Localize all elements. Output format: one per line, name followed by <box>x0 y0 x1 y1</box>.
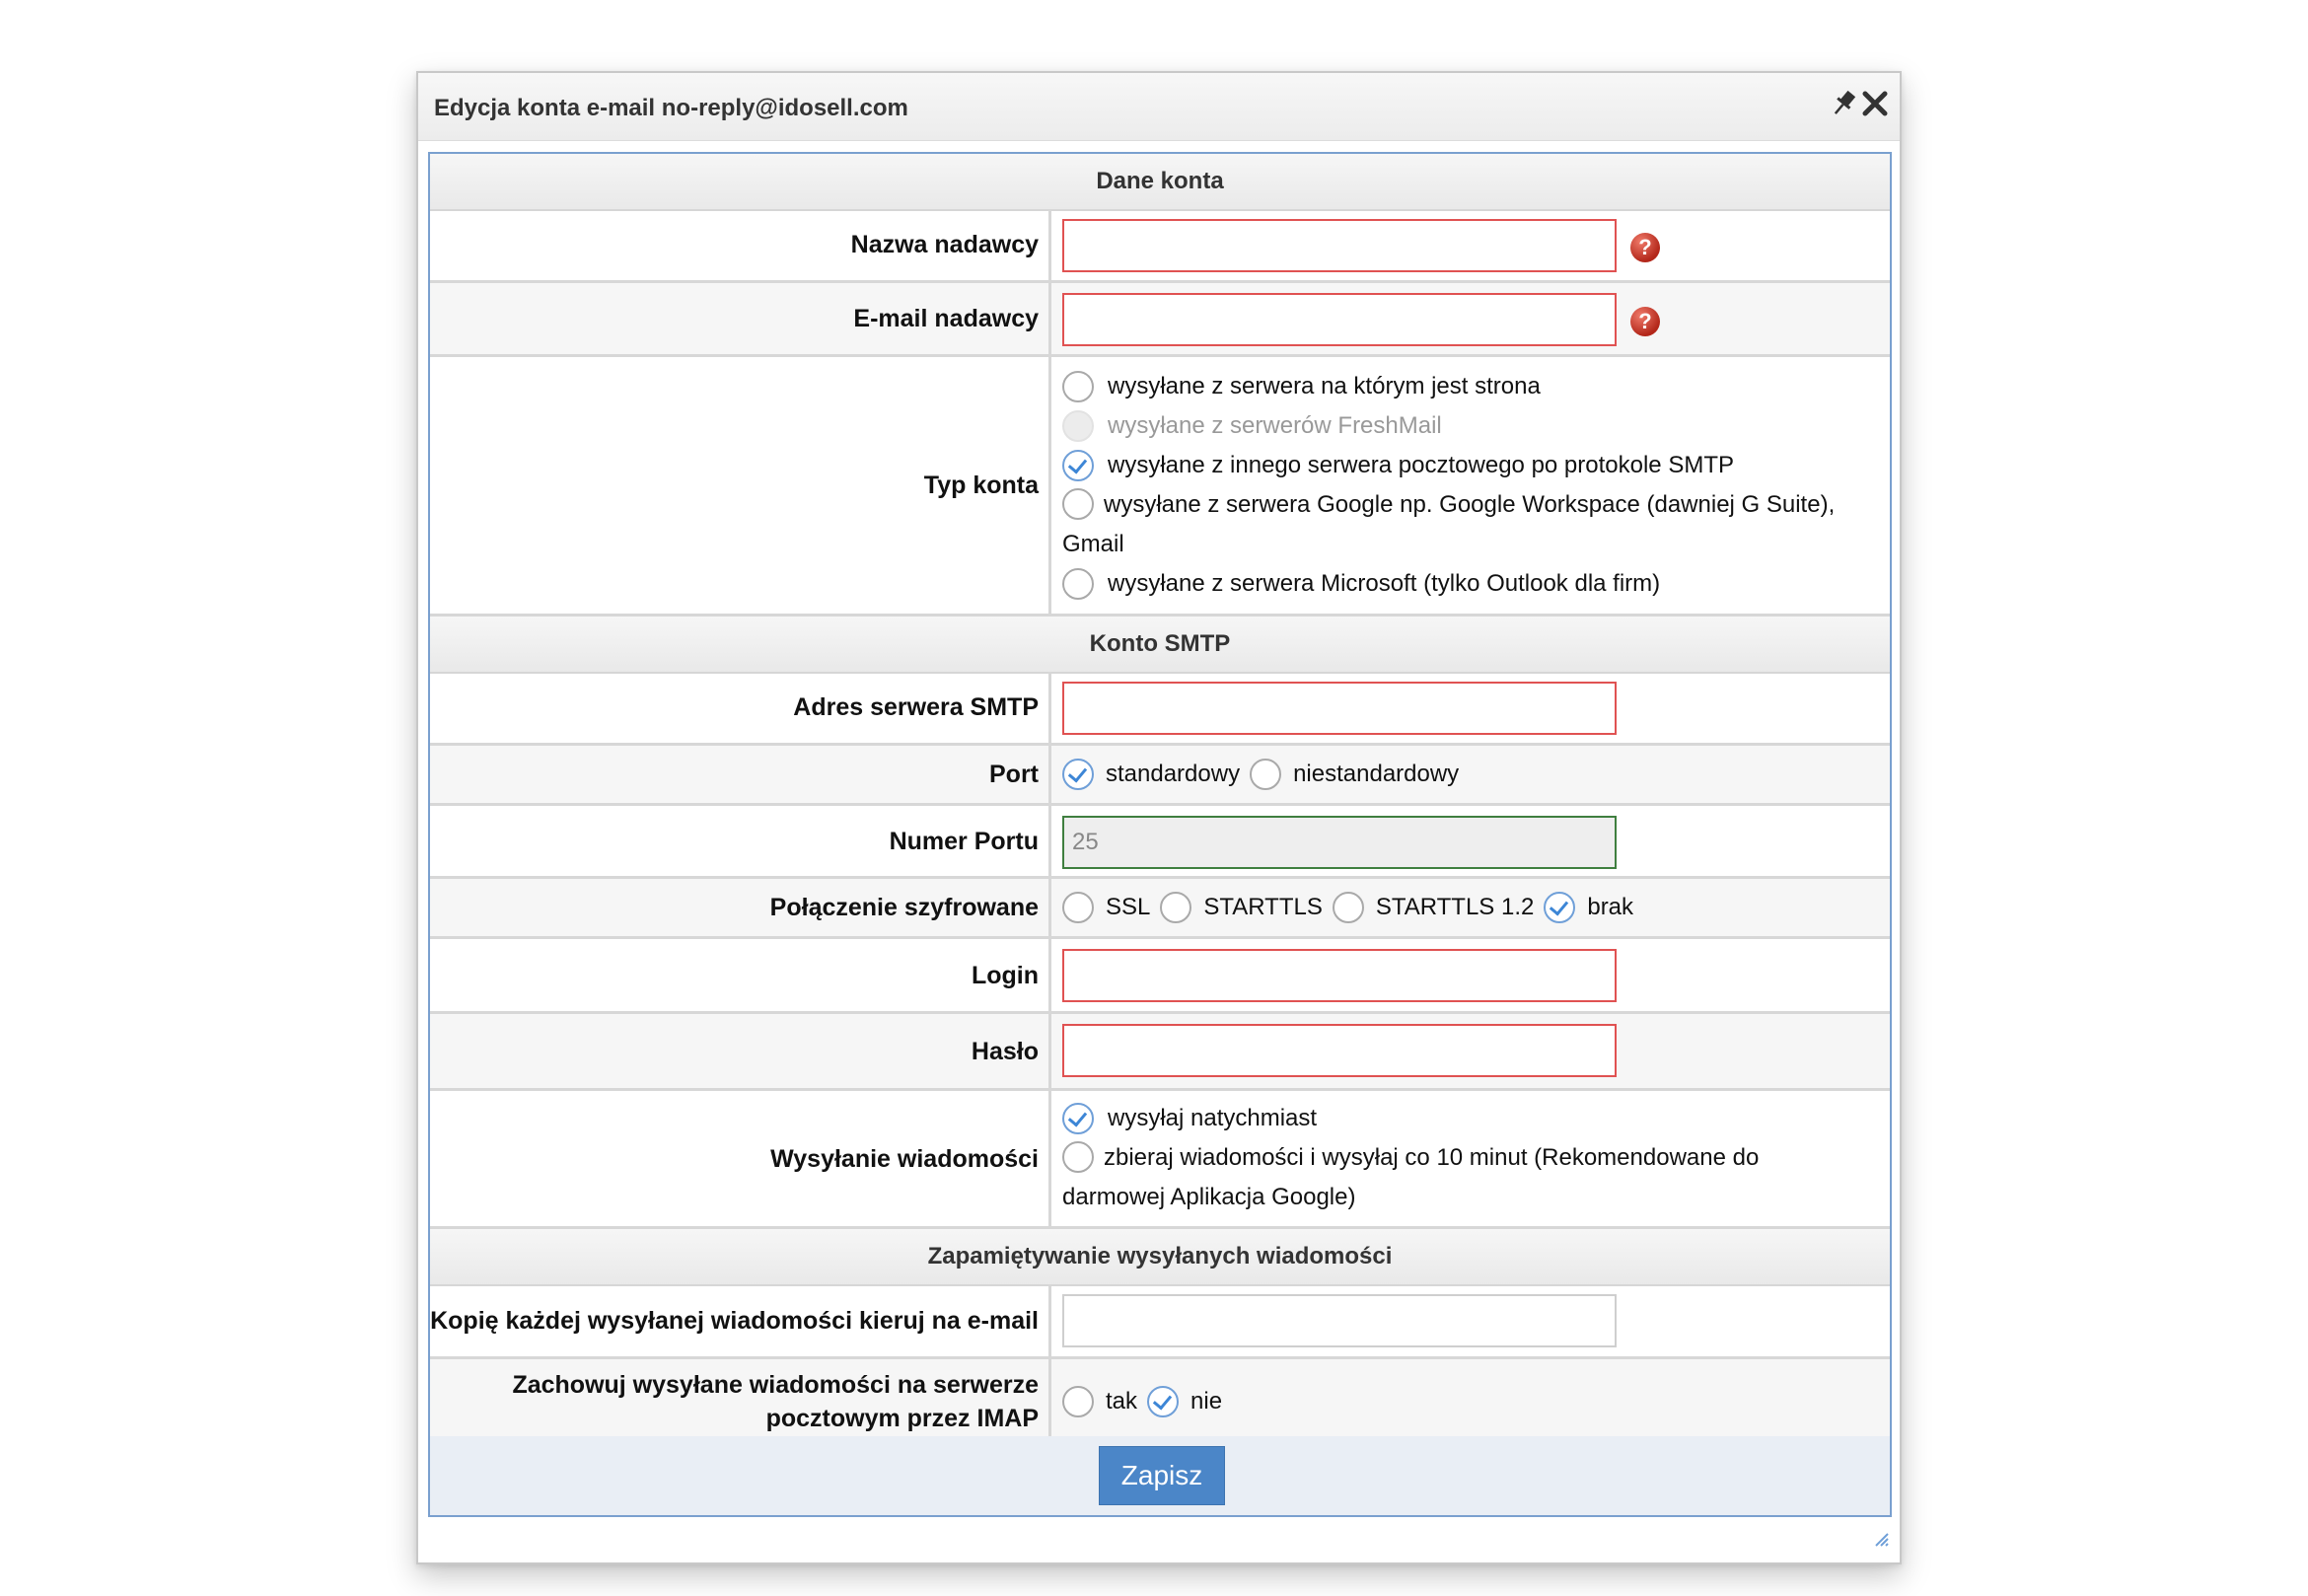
resize-grip-icon[interactable] <box>1872 1530 1890 1553</box>
smtp-server-label: Adres serwera SMTP <box>430 672 1051 743</box>
encryption-radio-starttls12[interactable] <box>1333 892 1364 923</box>
login-label: Login <box>430 939 1051 1011</box>
row-encryption: Połączenie szyfrowane SSL STARTTLS STARTTLS 1.2 brak <box>430 879 1890 939</box>
smtp-server-input[interactable] <box>1062 682 1617 735</box>
login-input[interactable] <box>1062 949 1617 1002</box>
help-icon[interactable]: ? <box>1630 307 1660 336</box>
imap-store-radio-yes[interactable] <box>1062 1386 1094 1417</box>
sender-email-label: E-mail nadawcy <box>430 283 1051 354</box>
row-login <box>430 939 1890 1014</box>
port-label: Port <box>430 746 1051 803</box>
save-button[interactable]: Zapisz <box>1099 1446 1225 1505</box>
account-type-radio-microsoft[interactable] <box>1062 568 1094 600</box>
section-header-account: Dane konta <box>430 154 1890 211</box>
row-smtp-server <box>430 672 1890 746</box>
sender-name-label: Nazwa nadawcy <box>430 209 1051 280</box>
copy-email-label: Kopię każdej wysyłanej wiadomości kieruj na e-mail <box>430 1284 1051 1356</box>
sender-name-input[interactable] <box>1062 219 1617 272</box>
dialog-content <box>428 152 1892 1517</box>
encryption-label: Połączenie szyfrowane <box>430 879 1051 936</box>
row-copy-email <box>430 1284 1890 1359</box>
account-type-option-local[interactable]: wysyłane z serwera na którym jest strona <box>1062 367 1860 406</box>
password-label: Hasło <box>430 1014 1051 1088</box>
port-number-input <box>1062 816 1617 869</box>
email-account-dialog <box>416 71 1902 1564</box>
row-sender-name <box>430 209 1890 283</box>
dialog-title: Edycja konta e-mail no-reply@idosell.com <box>434 95 908 121</box>
sending-label: Wysyłanie wiadomości <box>430 1091 1051 1226</box>
section-header-smtp: Konto SMTP <box>430 617 1890 674</box>
copy-email-input[interactable] <box>1062 1294 1617 1347</box>
account-type-label: Typ konta <box>430 357 1051 614</box>
account-type-radio-smtp[interactable] <box>1062 450 1094 481</box>
port-number-label: Numer Portu <box>430 806 1051 876</box>
form-footer <box>430 1436 1890 1515</box>
sender-email-input[interactable] <box>1062 293 1617 346</box>
row-password <box>430 1014 1890 1091</box>
encryption-radio-ssl[interactable] <box>1062 892 1094 923</box>
imap-store-radio-no[interactable] <box>1147 1386 1179 1417</box>
help-icon[interactable]: ? <box>1630 233 1660 262</box>
account-type-option-google[interactable]: wysyłane z serwera Google np. Google Workspace (dawniej G Suite), Gmail <box>1062 485 1860 564</box>
dialog-titlebar[interactable] <box>418 73 1900 141</box>
account-type-radio-local[interactable] <box>1062 371 1094 402</box>
row-port-number <box>430 806 1890 879</box>
section-header-storage: Zapamiętywanie wysyłanych wiadomości <box>430 1229 1890 1286</box>
imap-store-label: Zachowuj wysyłane wiadomości na serwerze pocztowym przez IMAP <box>430 1359 1051 1443</box>
password-input[interactable] <box>1062 1024 1617 1077</box>
row-port: Port standardowy niestandardowy <box>430 746 1890 806</box>
row-sender-email <box>430 283 1890 357</box>
port-radio-standard[interactable] <box>1062 759 1094 790</box>
sending-option-batch[interactable]: zbieraj wiadomości i wysyłaj co 10 minut (Rekomendowane do darmowej Aplikacja Google) <box>1062 1138 1781 1217</box>
encryption-radio-none[interactable] <box>1544 892 1575 923</box>
account-type-option-microsoft[interactable]: wysyłane z serwera Microsoft (tylko Outlook dla firm) <box>1062 564 1860 604</box>
sending-radio-immediate[interactable] <box>1062 1103 1094 1134</box>
account-type-radio-google[interactable] <box>1062 488 1094 520</box>
account-type-option-smtp[interactable]: wysyłane z innego serwera pocztowego po protokole SMTP <box>1062 446 1860 485</box>
row-imap-store: Zachowuj wysyłane wiadomości na serwerze pocztowym przez IMAP tak nie <box>430 1359 1890 1446</box>
row-sending <box>430 1091 1890 1229</box>
account-type-option-freshmail: wysyłane z serwerów FreshMail <box>1062 406 1860 446</box>
account-type-radio-freshmail <box>1062 410 1094 442</box>
pin-icon[interactable] <box>1831 89 1856 123</box>
encryption-radio-starttls[interactable] <box>1160 892 1191 923</box>
close-icon[interactable] <box>1860 89 1890 123</box>
row-account-type <box>430 357 1890 617</box>
port-radio-custom[interactable] <box>1250 759 1281 790</box>
sending-option-immediate[interactable]: wysyłaj natychmiast <box>1062 1099 1860 1138</box>
sending-radio-batch[interactable] <box>1062 1141 1094 1173</box>
